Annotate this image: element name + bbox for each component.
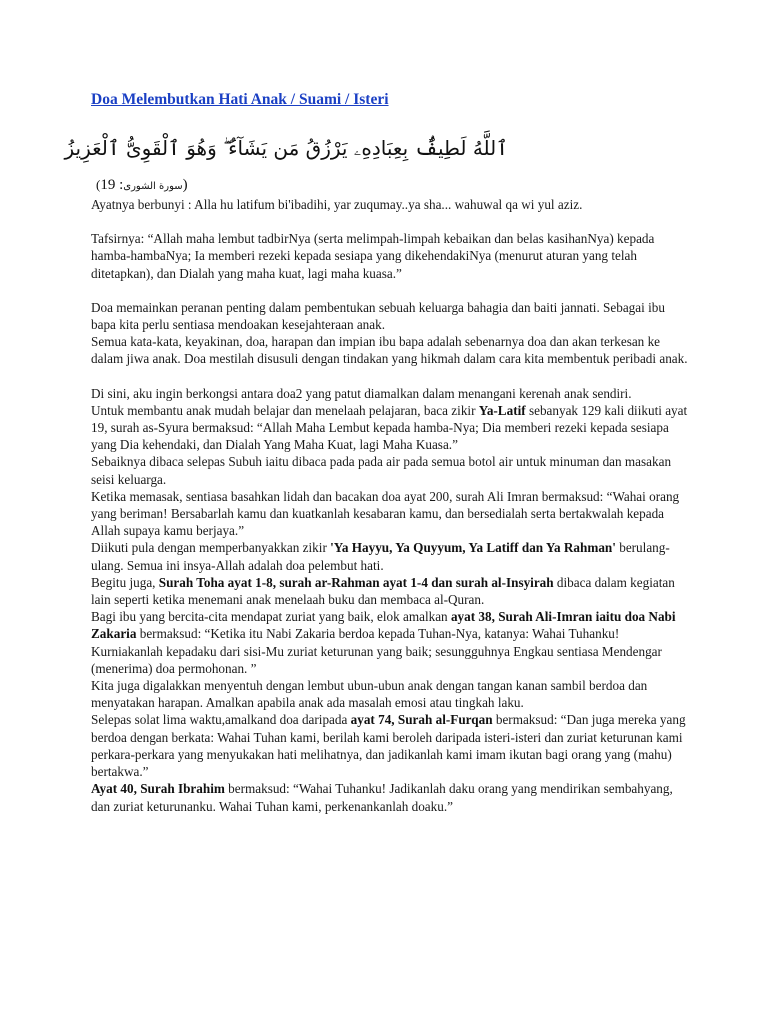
bold-reference: ayat 38, Surah Ali-Imran iaitu doa Nabi Zakaria [91,609,676,642]
surah-ref-verse: : 19) [100,177,188,193]
body-paragraph [91,453,691,487]
paragraph-text: Ketika memasak, sentiasa basahkan lidah dan bacakan doa ayat 200, surah Ali Imran bermaksud: “Wahai orang yang beriman! Bersabarlah kamu dan kuatkanlah kesabaran kamu, dan bersedialah serta bertakwalah kepada Allah supaya kamu berjaya.” [91,488,680,539]
paragraph-gap [91,368,691,385]
surah-ref-open: ( [96,177,101,192]
bold-reference: Ayat 40, Surah Ibrahim [91,781,225,797]
bold-reference: 'Ya Hayyu, Ya Quyyum, Ya Latiff dan Ya Rahman' [330,540,616,556]
document-title-link[interactable]: Doa Melembutkan Hati Anak / Suami / Isteri [91,91,389,108]
body-paragraph [91,677,691,711]
bold-reference: Ya-Latif [478,402,526,418]
surah-reference [96,177,188,194]
body-paragraph [91,539,691,573]
body-paragraph [91,230,691,282]
body-paragraph [91,299,691,333]
paragraph-text: Semua kata-kata, keyakinan, doa, harapan dan impian ibu bapa adalah sebenarnya doa dan akan terkesan ke dalam jiwa anak. Doa mestilah disusuli dengan tindakan yang hikmah dalam cara kita membentuk peribadi anak. [91,334,688,367]
surah-ref-name: سورة الشورى [123,181,183,192]
paragraph-text: Bagi ibu yang bercita-cita mendapat zuriat yang baik, elok amalkan [91,609,451,625]
paragraph-text: dibaca dalam kegiatan lain seperti ketika menemani anak menelaah buku dan membaca al-Quran. [91,574,675,608]
paragraph-text: sebanyak 129 kali diikuti ayat 19, surah as-Syura bermaksud: “Allah Maha Lembut kepada hamba-Nya; Dia memberi rezeki kepada sesiapa yang Dia kehendaki, dan Dialah Yang Maha Kuat, lagi Maha Kuasa.” [91,402,688,453]
paragraph-text: bermaksud: “Wahai Tuhanku! Jadikanlah daku orang yang mendirikan sembahyang, dan zuriat keturunanku. Wahai Tuhan kami, perkenankanlah doaku.” [91,781,673,814]
body-paragraph [91,608,691,677]
paragraph-text: Untuk membantu anak mudah belajar dan menelaah pelajaran, baca zikir [91,402,479,418]
paragraph-text: Selepas solat lima waktu,amalkand doa daripada [91,712,351,728]
arabic-verse: ٱللَّهُ لَطِيفٌۢ بِعِبَادِهِۦ يَرْزُقُ مَن يَشَآءُ ۖ وَهُوَ ٱلْقَوِىُّ ٱلْعَزِيزُ [64,136,508,160]
paragraph-gap [91,213,691,230]
body-paragraph [91,196,691,213]
body-paragraph [91,780,691,814]
body-paragraph [91,333,691,367]
paragraph-text: berulang-ulang. Semua ini insya-Allah adalah doa pelembut hati. [91,540,670,573]
paragraph-text: Tafsirnya: “Allah maha lembut tadbirNya (serta melimpah-limpah kebaikan dan belas kasihanNya) kepada hamba-hambaNya; Ia memberi rezeki kepada sesiapa yang dikehendakiNya (menurut aturan yang telah ditetapkan), dan Dialah yang maha kuat, lagi maha kuasa.” [91,231,655,281]
paragraph-text: bermaksud: “Dan juga mereka yang berdoa dengan berkata: Wahai Tuhan kami, berilah kami beroleh daripada isteri-isteri dan zuriat keturunan kami perkara-perkara yang menyukakan hati melihatnya, dan jadikanlah kami imam ikutan bagi orang yang (mahu) bertakwa.” [91,712,686,780]
body-paragraph [91,402,691,454]
body-paragraph [91,574,691,608]
paragraph-text: bermaksud: “Ketika itu Nabi Zakaria berdoa kepada Tuhan-Nya, katanya: Wahai Tuhanku! Kurniakanlah kepadaku dari sisi-Mu zuriat keturunan yang baik; sesungguhnya Engkau sentiasa Mendengar (menerima) doa permohonan. ” [91,626,662,676]
paragraph-gap [91,282,691,299]
paragraph-text: Ayatnya berbunyi : Alla hu latifum bi'ibadihi, yar zuqumay..ya sha... wahuwal qa wi yul aziz. [91,197,583,212]
paragraph-text: Di sini, aku ingin berkongsi antara doa2 yang patut diamalkan dalam menangani kerenah anak sendiri. [91,385,632,401]
bold-reference: ayat 74, Surah al-Furqan [350,712,493,728]
body-paragraph [91,711,691,780]
bold-reference: Surah Toha ayat 1-8, surah ar-Rahman ayat 1-4 dan surah al-Insyirah [158,574,554,590]
paragraph-text: Kita juga digalakkan menyentuh dengan lembut ubun-ubun anak dengan tangan kanan sambil berdoa dan menyatakan harapan. Amalkan apabila anak ada masalah emosi atau tingkah laku. [91,678,648,711]
paragraph-text: Sebaiknya dibaca selepas Subuh iaitu dibaca pada pada air pada semua botol air untuk minuman dan masakan seisi keluarga. [91,454,672,487]
paragraph-text: Doa memainkan peranan penting dalam pembentukan sebuah keluarga bahagia dan baiti jannati. Sebagai ibu bapa kita perlu sentiasa mendoakan kesejahteraan anak. [91,299,665,333]
paragraph-text: Begitu juga, [91,574,159,590]
body-paragraph [91,488,691,540]
paragraph-text: Diikuti pula dengan memperbanyakkan zikir [91,540,331,556]
body-paragraph [91,385,691,402]
document-body [91,196,691,815]
